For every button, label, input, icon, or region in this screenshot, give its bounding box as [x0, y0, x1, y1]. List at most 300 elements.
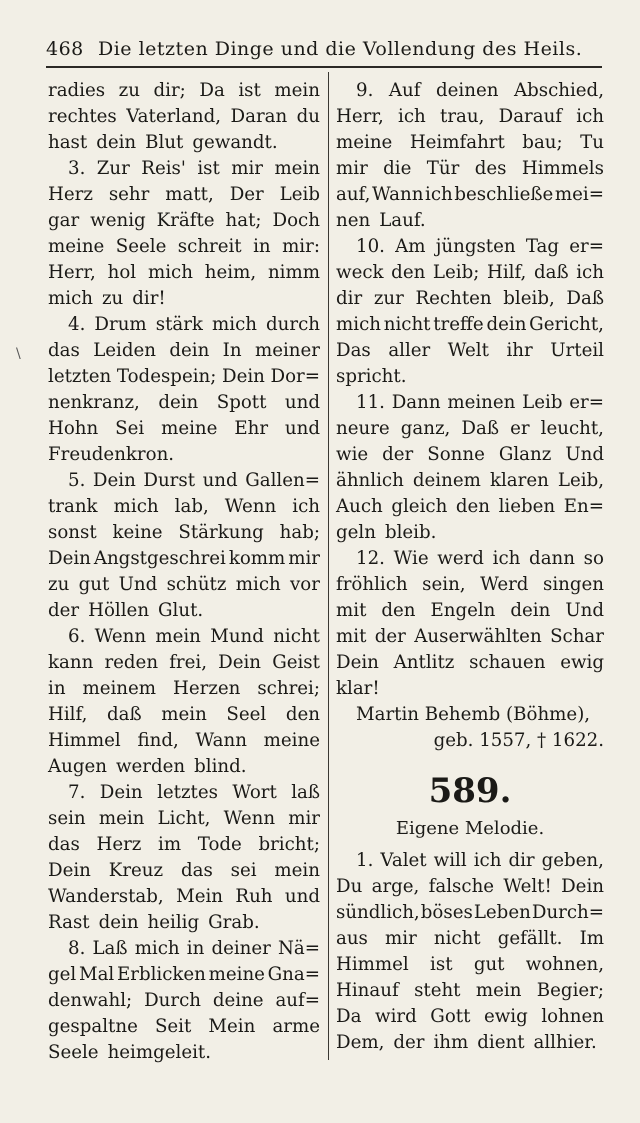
author-dates: geb. 1557, † 1622.: [433, 730, 604, 751]
text-line: [48, 1040, 320, 1066]
word: Himmel: [336, 954, 409, 975]
word: Leib;: [432, 262, 480, 283]
word: Dem,: [336, 1032, 385, 1053]
word: Wie: [393, 548, 429, 569]
word: Spott: [216, 392, 267, 413]
word: mir: [385, 928, 417, 949]
word: Auf: [388, 80, 421, 101]
text-line: [48, 364, 320, 390]
text-line: [48, 806, 320, 832]
word: das: [48, 340, 80, 361]
text-line: [336, 442, 604, 468]
word: werd: [437, 548, 484, 569]
text-line: [48, 260, 320, 286]
word: Lauf.: [379, 210, 426, 231]
word: sein: [48, 808, 86, 829]
text-line: [48, 572, 320, 598]
word: dein: [510, 600, 551, 621]
text-line: [48, 650, 320, 676]
word: Und: [565, 600, 604, 621]
page-header: [46, 32, 602, 66]
word: sehr: [108, 184, 150, 205]
word: Im: [579, 928, 604, 949]
word: Dein: [218, 652, 262, 673]
hymn-verse: [336, 848, 604, 1056]
word: ich: [425, 184, 453, 205]
word: Glut.: [158, 600, 204, 621]
word: Durch=: [531, 902, 604, 923]
text-line: [336, 364, 604, 390]
word: Leben: [473, 902, 531, 923]
word: auf,: [336, 184, 371, 205]
word: wie: [336, 444, 369, 465]
text-line: [48, 468, 320, 494]
text-line: [48, 390, 320, 416]
word: Hilf,: [486, 262, 527, 283]
word: Leib: [279, 184, 320, 205]
text-line: [48, 988, 320, 1014]
word: Mein: [208, 1016, 256, 1037]
word: Mal: [78, 964, 115, 985]
word: meine: [208, 964, 265, 985]
text-line: [336, 78, 604, 104]
word: komm: [228, 548, 286, 569]
word: Rechten: [415, 288, 492, 309]
word: mein: [274, 158, 320, 179]
word: Gallen=: [245, 470, 320, 491]
word: mir: [336, 158, 368, 179]
word: Reis': [141, 158, 186, 179]
word: dein: [96, 132, 137, 153]
word: und: [284, 392, 320, 413]
word: Augen: [48, 756, 107, 777]
text-line: [48, 754, 320, 780]
word: zur: [373, 288, 404, 309]
word: Dein: [222, 366, 265, 387]
word: mein: [475, 980, 522, 1001]
word: das: [48, 834, 80, 855]
word: Wenn: [224, 496, 277, 517]
word: radies: [48, 80, 106, 101]
word: gut: [473, 954, 505, 975]
word: Dann: [391, 392, 441, 413]
text-line: [48, 338, 320, 364]
word: heilig: [147, 912, 200, 933]
word: meine: [48, 236, 105, 257]
text-line: [336, 260, 604, 286]
text-line: [48, 442, 320, 468]
word: Wenn: [223, 808, 276, 829]
text-line: [336, 468, 604, 494]
text-line: [48, 1014, 320, 1040]
text-line: [48, 494, 320, 520]
text-line: [48, 234, 320, 260]
word: mir: [288, 808, 320, 829]
text-line: [336, 900, 604, 926]
text-line: [336, 156, 604, 182]
word: ewig: [560, 652, 604, 673]
text-line: [48, 832, 320, 858]
word: Dein: [48, 860, 91, 881]
word: schütz: [166, 574, 227, 595]
word: Kräfte: [156, 210, 215, 231]
word: meine: [336, 132, 393, 153]
text-line: [48, 962, 320, 988]
word: so: [583, 548, 604, 569]
word: Und: [118, 574, 158, 595]
word: Welt!: [503, 876, 552, 897]
word: gel: [48, 964, 77, 985]
text-line: [48, 520, 320, 546]
text-line: [48, 884, 320, 910]
word: letzten: [48, 366, 112, 387]
hymn-number: 589.: [428, 771, 512, 811]
word: du: [296, 106, 320, 127]
word: meinem: [82, 678, 157, 699]
word: lohnen: [541, 1006, 604, 1027]
running-title: Die letzten Dinge und die Vollendung des Heils.: [98, 38, 583, 60]
word: sonst: [48, 522, 97, 543]
word: lieben: [498, 496, 556, 517]
word: 4.: [68, 314, 86, 335]
word: will: [433, 850, 467, 871]
word: Durch: [144, 990, 201, 1011]
word: gut: [78, 574, 110, 595]
word: Heimfahrt: [409, 132, 505, 153]
word: Und: [565, 444, 604, 465]
word: rechtes: [48, 106, 117, 127]
word: Ruh: [235, 886, 273, 907]
word: fröhlich: [336, 574, 408, 595]
word: und: [284, 418, 320, 439]
word: sein,: [422, 574, 466, 595]
word: des: [474, 158, 507, 179]
word: der: [393, 1032, 425, 1053]
word: Herr,: [336, 106, 384, 127]
word: 9.: [356, 80, 374, 101]
word: mein: [155, 626, 201, 647]
word: zu: [118, 80, 140, 101]
word: mich: [212, 314, 257, 335]
word: auf=: [275, 990, 320, 1011]
word: der: [382, 444, 414, 465]
word: Herr,: [48, 262, 96, 283]
word: Mund: [210, 626, 264, 647]
word: dein: [98, 912, 139, 933]
text-line: [336, 182, 604, 208]
word: Dein: [336, 652, 379, 673]
word: 6.: [68, 626, 86, 647]
word: singen: [543, 574, 604, 595]
word: ich: [398, 106, 426, 127]
word: Höllen: [88, 600, 150, 621]
text-line: [336, 208, 604, 234]
right-column-verses: [336, 78, 604, 702]
word: dir!: [132, 288, 166, 309]
word: Hinauf: [336, 980, 399, 1001]
word: hab;: [279, 522, 320, 543]
word: Wann: [195, 730, 247, 751]
text-line: [336, 104, 604, 130]
word: Vaterland,: [126, 106, 222, 127]
word: sündlich,: [336, 902, 420, 923]
word: ganz,: [400, 418, 451, 439]
text-line: [48, 416, 320, 442]
word: der: [374, 626, 406, 647]
word: trau,: [440, 106, 485, 127]
word: Ehr: [234, 418, 269, 439]
word: und: [202, 470, 238, 491]
word: Dein: [99, 782, 143, 803]
word: mei=: [554, 184, 604, 205]
word: Da: [336, 1006, 362, 1027]
word: hat;: [225, 210, 262, 231]
word: bleib.: [384, 522, 437, 543]
text-line: [336, 952, 604, 978]
word: kann: [48, 652, 94, 673]
word: den: [455, 496, 491, 517]
word: mir: [288, 548, 320, 569]
word: den: [381, 600, 416, 621]
word: Licht,: [157, 808, 211, 829]
word: ähnlich: [336, 470, 404, 491]
text-line: [48, 182, 320, 208]
word: böses: [420, 902, 473, 923]
word: hast: [48, 132, 88, 153]
text-line: [48, 702, 320, 728]
word: zu: [48, 574, 70, 595]
word: Todespein;: [116, 366, 217, 387]
word: mich: [147, 262, 193, 283]
word: bau;: [522, 132, 563, 153]
word: 3.: [68, 158, 86, 179]
word: bleib,: [503, 288, 555, 309]
margin-mark: \: [16, 346, 21, 362]
word: Seele: [115, 236, 167, 257]
text-line: [48, 728, 320, 754]
word: Erblicken: [116, 964, 206, 985]
word: meine: [161, 418, 218, 439]
text-line: [48, 676, 320, 702]
text-line: [336, 130, 604, 156]
word: 10.: [356, 236, 385, 257]
word: klar!: [336, 678, 380, 699]
word: ewig: [483, 1006, 528, 1027]
text-line: [336, 650, 604, 676]
word: wenig: [90, 210, 146, 231]
word: Dein: [48, 548, 91, 569]
word: gar: [48, 210, 80, 231]
text-line: [48, 156, 320, 182]
word: Seel: [226, 704, 267, 725]
word: ist: [197, 158, 220, 179]
text-line: [336, 390, 604, 416]
word: mit: [336, 626, 367, 647]
word: Der: [229, 184, 264, 205]
word: ich: [576, 262, 604, 283]
word: dient: [477, 1032, 525, 1053]
word: wohnen,: [525, 954, 604, 975]
word: beschließe: [454, 184, 554, 205]
word: letztes: [157, 782, 218, 803]
word: meinen: [447, 392, 516, 413]
word: Sei: [115, 418, 145, 439]
word: reden: [104, 652, 159, 673]
word: deinen: [436, 80, 499, 101]
word: arme: [272, 1016, 320, 1037]
word: heim,: [204, 262, 257, 283]
word: Das: [336, 340, 371, 361]
word: Drum: [94, 314, 147, 335]
word: Herzen: [173, 678, 241, 699]
word: mein: [161, 704, 207, 725]
word: daß: [533, 262, 569, 283]
word: schauen: [469, 652, 546, 673]
word: Leib: [522, 392, 563, 413]
text-line: [336, 676, 604, 702]
melody-label: Eigene Melodie.: [395, 818, 545, 839]
word: daß: [106, 704, 142, 725]
word: Nä=: [277, 938, 320, 959]
word: deiner: [211, 938, 271, 959]
text-line: [336, 312, 604, 338]
word: In: [222, 340, 242, 361]
word: Gna=: [267, 964, 320, 985]
word: dir: [336, 288, 363, 309]
word: Daran: [230, 106, 288, 127]
word: Laß: [92, 938, 128, 959]
word: zu: [101, 288, 124, 309]
word: gefällt.: [497, 928, 563, 949]
word: nimm: [267, 262, 320, 283]
text-line: [336, 624, 604, 650]
right-column: [336, 78, 604, 1056]
word: Glanz: [498, 444, 552, 465]
text-line: [48, 858, 320, 884]
word: mein: [274, 80, 320, 101]
word: in: [48, 678, 66, 699]
word: Urteil: [550, 340, 604, 361]
text-line: [48, 286, 320, 312]
word: 5.: [68, 470, 86, 491]
text-line: [336, 494, 604, 520]
word: Himmel: [48, 730, 121, 751]
word: Leib,: [557, 470, 604, 491]
word: in: [253, 236, 271, 257]
word: Abschied,: [513, 80, 604, 101]
word: weck: [336, 262, 384, 283]
word: Dein: [92, 470, 136, 491]
word: ich: [576, 106, 604, 127]
text-line: [336, 572, 604, 598]
text-line: [336, 234, 604, 260]
word: Seit: [154, 1016, 192, 1037]
word: dein: [486, 314, 527, 335]
word: Tür: [426, 158, 460, 179]
word: Zur: [96, 158, 130, 179]
word: Seele: [48, 1042, 99, 1063]
word: dann: [529, 548, 575, 569]
text-line: [48, 624, 320, 650]
word: allhier.: [533, 1032, 597, 1053]
word: Wort: [232, 782, 277, 803]
word: gewandt.: [192, 132, 278, 153]
word: den: [285, 704, 320, 725]
word: mir:: [282, 236, 320, 257]
word: Gericht,: [529, 314, 604, 335]
text-line: [48, 208, 320, 234]
word: das: [180, 860, 213, 881]
word: jüngsten: [435, 236, 516, 257]
word: Rast: [48, 912, 90, 933]
word: schreit: [177, 236, 242, 257]
word: ihm: [433, 1032, 469, 1053]
word: meine: [263, 730, 320, 751]
word: laß: [291, 782, 320, 803]
word: durch: [266, 314, 320, 335]
word: Engeln: [430, 600, 496, 621]
word: Dor=: [270, 366, 320, 387]
word: leucht,: [540, 418, 604, 439]
word: Herz: [96, 834, 142, 855]
word: mich: [113, 496, 159, 517]
text-line: [48, 936, 320, 962]
text-line: [336, 416, 604, 442]
text-line: [336, 286, 604, 312]
word: dir;: [153, 80, 186, 101]
word: Durst: [143, 470, 196, 491]
text-line: [336, 1030, 604, 1056]
word: treffe: [433, 314, 484, 335]
word: frei,: [169, 652, 207, 673]
word: falsche: [428, 876, 495, 897]
word: bricht;: [258, 834, 320, 855]
word: nen: [336, 210, 371, 231]
author-name: Martin Behemb (Böhme),: [356, 704, 591, 725]
word: Blut: [145, 132, 184, 153]
word: Tode: [197, 834, 242, 855]
word: Daß: [461, 418, 499, 439]
word: En=: [563, 496, 604, 517]
word: stärk: [155, 314, 203, 335]
word: geln: [336, 522, 376, 543]
word: Mein: [176, 886, 223, 907]
word: mich: [134, 938, 180, 959]
word: Wenn: [94, 626, 147, 647]
word: Geist: [272, 652, 320, 673]
word: aus: [336, 928, 368, 949]
text-line: [48, 312, 320, 338]
word: mein: [274, 860, 320, 881]
word: Auserwählten: [414, 626, 542, 647]
word: im: [158, 834, 182, 855]
word: den: [391, 262, 426, 283]
text-line: [336, 338, 604, 364]
word: 8.: [68, 938, 86, 959]
word: Am: [395, 236, 426, 257]
word: ich: [473, 850, 502, 871]
word: Doch: [272, 210, 320, 231]
word: Dein: [561, 876, 604, 897]
word: Da: [199, 80, 225, 101]
word: arge,: [371, 876, 420, 897]
word: Welt: [447, 340, 489, 361]
word: ich: [492, 548, 521, 569]
word: deinem: [412, 470, 481, 491]
word: nenkranz,: [48, 392, 140, 413]
word: heimgeleit.: [107, 1042, 212, 1063]
word: er=: [569, 236, 604, 257]
